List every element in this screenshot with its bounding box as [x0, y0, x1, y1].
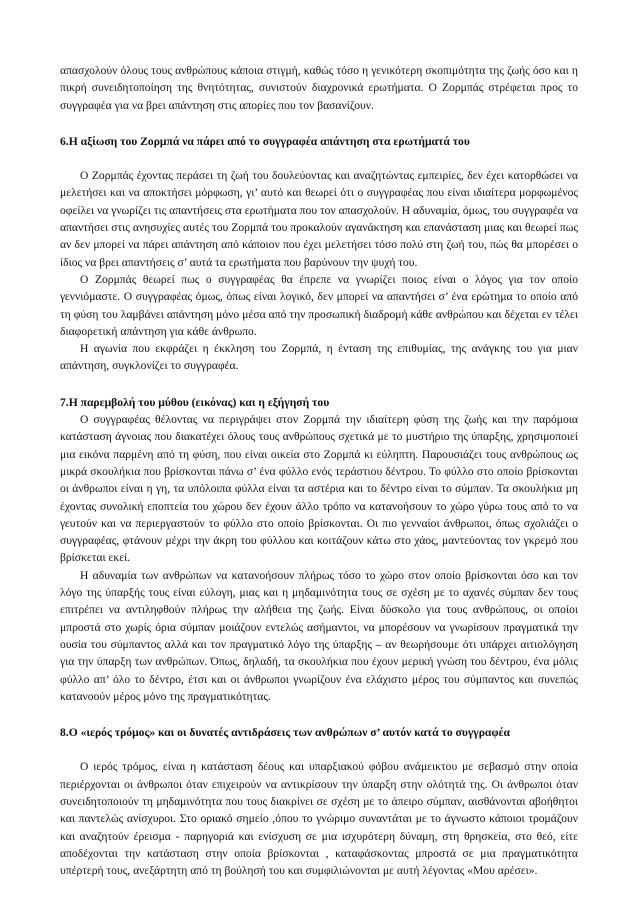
- heading-gap: [60, 741, 578, 758]
- section-paragraph: Η αγωνία που εκφράζει η έκκληση του Ζορμπά, η ένταση της επιθυμίας, της ανάγκης του για μιαν απάντηση, συγκλονίζει το συγγραφέα.: [60, 342, 578, 373]
- section-paragraph: Η αδυναμία των ανθρώπων να κατανοήσουν πλήρως τόσο το χώρο στον οποίο βρίσκονται όσο και τον λόγο της ύπαρξής τους είναι εύλογη, μιας και η μηδαμινότητα τους σε σχέση με το αχανές σύμπαν δεν τους επιτρέπει να αντιληφθούν πλήρως την αλήθεια της ζωής. Είναι δύσκολο για τους ανθρώπους, οι οποίοι μπροστά στο χωρίς όρια σύμπαν μοιάζουν εντελώς ασήμαντοι, να μπορέσουν να γνωρίσουν πραγματικά την ουσία του σύμπαντος αλλά και τον πραγματικό λόγο της ύπαρξης – αν θεωρήσουμε ότι υπάρχει αιτιολόγηση για την ύπαρξη των ανθρώπων. Όπως, δηλαδή, τα σκουλήκια που έχουν μερική γνώση του δέντρου, ένα μόλις φύλλο απ’ όλο το δέντρο, έτσι και οι άνθρωποι γνωρίζουν ένα ελάχιστο μέρος του σύμπαντος και συνεπώς κατανοούν μέρος μόνο της πραγματικότητας.: [60, 568, 578, 703]
- heading-gap: [60, 150, 578, 167]
- section-heading: 8.Ο «ιερός τρόμος» και οι δυνατές αντιδράσεις των ανθρώπων σ’ αυτόν κατά το συγγραφέα: [60, 726, 511, 740]
- section-gap: [60, 705, 578, 724]
- section-8: [60, 724, 578, 879]
- intro-paragraph: απασχολούν όλους τους ανθρώπους κάποια στιγμή, καθώς τόσο η γενικότερη σκοπιμότητα της ζωής όσο και η πικρή συνειδητοποίηση της θνητότητας, συνιστούν διαχρονικά ερωτήματα. Ο Ζορμπάς στρέφεται προς το συγγραφέα για να βρει απάντηση στις απορίες που τον βασανίζουν.: [60, 64, 578, 112]
- section-heading: 6.Η αξίωση του Ζορμπά να πάρει από το συγγραφέα απάντηση στα ερωτήματά του: [60, 134, 470, 148]
- section-gap: [60, 375, 578, 394]
- section-paragraph: Ο Ζορμπάς έχοντας περάσει τη ζωή του δουλεύοντας και αναζητώντας εμπειρίες, δεν έχει κατορθώσει να μελετήσει και να αποκτήσει μόρφωση, γι’ αυτό και θεωρεί ότι ο συγγραφέας που είναι ιδιαίτερα μορφωμένος οφείλει να γνωρίζει τις απαντήσεις στα ερωτήματα που τον απασχολούν. Η αδυναμία, όμως, του συγγραφέα να απαντήσει στις ανησυχίες αυτές του Ζορμπά του προκαλούν αγανάκτηση και επανάσταση μιας και θεωρεί πως αν δεν μπορεί να πάρει απάντηση από κάποιον που έχει μελετήσει τόσο πολύ στη ζωή του, πώς θα μπορέσει ο ίδιος να βρει απαντήσεις σ’ αυτά τα ερωτήματα που βαρύνουν την ψυχή του.: [60, 169, 578, 269]
- section-heading: 7.Η παρεμβολή του μύθου (εικόνας) και η εξήγησή του: [60, 395, 330, 409]
- section-6: [60, 133, 578, 375]
- section-paragraph: Ο συγγραφέας θέλοντας να περιγράψει στον Ζορμπά την ιδιαίτερη φύση της ζωής και την παρόμοια κατάσταση άγνοιας που διακατέχει όλους τους ανθρώπους σχετικά με το μυστήριο της ύπαρξης, χρησιμοποιεί μια εικόνα παρμένη από τη φύση, που είναι οικεία στο Ζορμπά κι εύληπτη. Παρουσιάζει τους ανθρώπους ως μικρά σκουλήκια που βρίσκονται πάνω σ’ ένα φύλλο ενός τεράστιου δέντρου. Το φύλλο στο οποίο βρίσκονται οι άνθρωποι είναι η γη, τα υπόλοιπα φύλλα είναι τα αστέρια και το δέντρο είναι το σύμπαν. Τα σκουλήκια μη έχοντας συνολική εποπτεία του χώρου δεν έχουν άλλο τρόπο να κατανοήσουν το χώρο γύρω τους από το να γευτούν και να περιεργαστούν το φύλλο στο οποίο βρίσκονται. Οι πιο γενναίοι άνθρωποι, όπως σχολιάζει ο συγγραφέας, φτάνουν μέχρι την άκρη του φύλλου και κοιτάζουν κάτω στο χάος, μαντεύοντας τον γκρεμό που βρίσκεται εκεί.: [60, 413, 578, 565]
- section-gap: [60, 114, 578, 133]
- section-paragraph: Ο ιερός τρόμος, είναι η κατάσταση δέους και υπαρξιακού φόβου ανάμεικτου με σεβασμό στην οποία περιέρχονται οι άνθρωποι όταν επιχειρούν να αντικρίσουν την ύπαρξη στην ολότητά της. Οι άνθρωποι όταν συνειδητοποιούν τη μηδαμινότητα που τους διακρίνει σε σχέση με το άπειρο σύμπαν, αισθάνονται αβοήθητοι και παντελώς ανίσχυροι. Στο οριακό σημείο ,όπου το γνώριμο συναντάται με το άγνωστο κάποιοι τρομάζουν και αναζητούν έρεισμα - παρηγοριά και ενίσχυση σε μια ισχυρότερη δύναμη, στη θρησκεία, στο θεό, είτε αποδέχονται την κατάσταση στην οποία βρίσκονται , καταφάσκοντας μπροστά σε μια πραγματικότητα υπέρτερή τους, ανεξάρτητη από τη βούλησή του και συμφιλιώνονται με αυτή λέγοντας «Μου αρέσει».: [60, 760, 578, 878]
- section-paragraph: Ο Ζορμπάς θεωρεί πως ο συγγραφέας θα έπρεπε να γνωρίζει ποιος είναι ο λόγος για τον οποίο γεννιόμαστε. Ο συγγραφέας όμως, όπως είναι λογικό, δεν μπορεί να απαντήσει σ’ ένα ερώτημα το οποίο από τη φύση του λαμβάνει απάντηση μόνο μέσα από την προσωπική διαδρομή κάθε ανθρώπου και δέχεται εν τέλει διαφορετική απάντηση για κάθε άνθρωπο.: [60, 272, 578, 338]
- section-7: [60, 394, 578, 705]
